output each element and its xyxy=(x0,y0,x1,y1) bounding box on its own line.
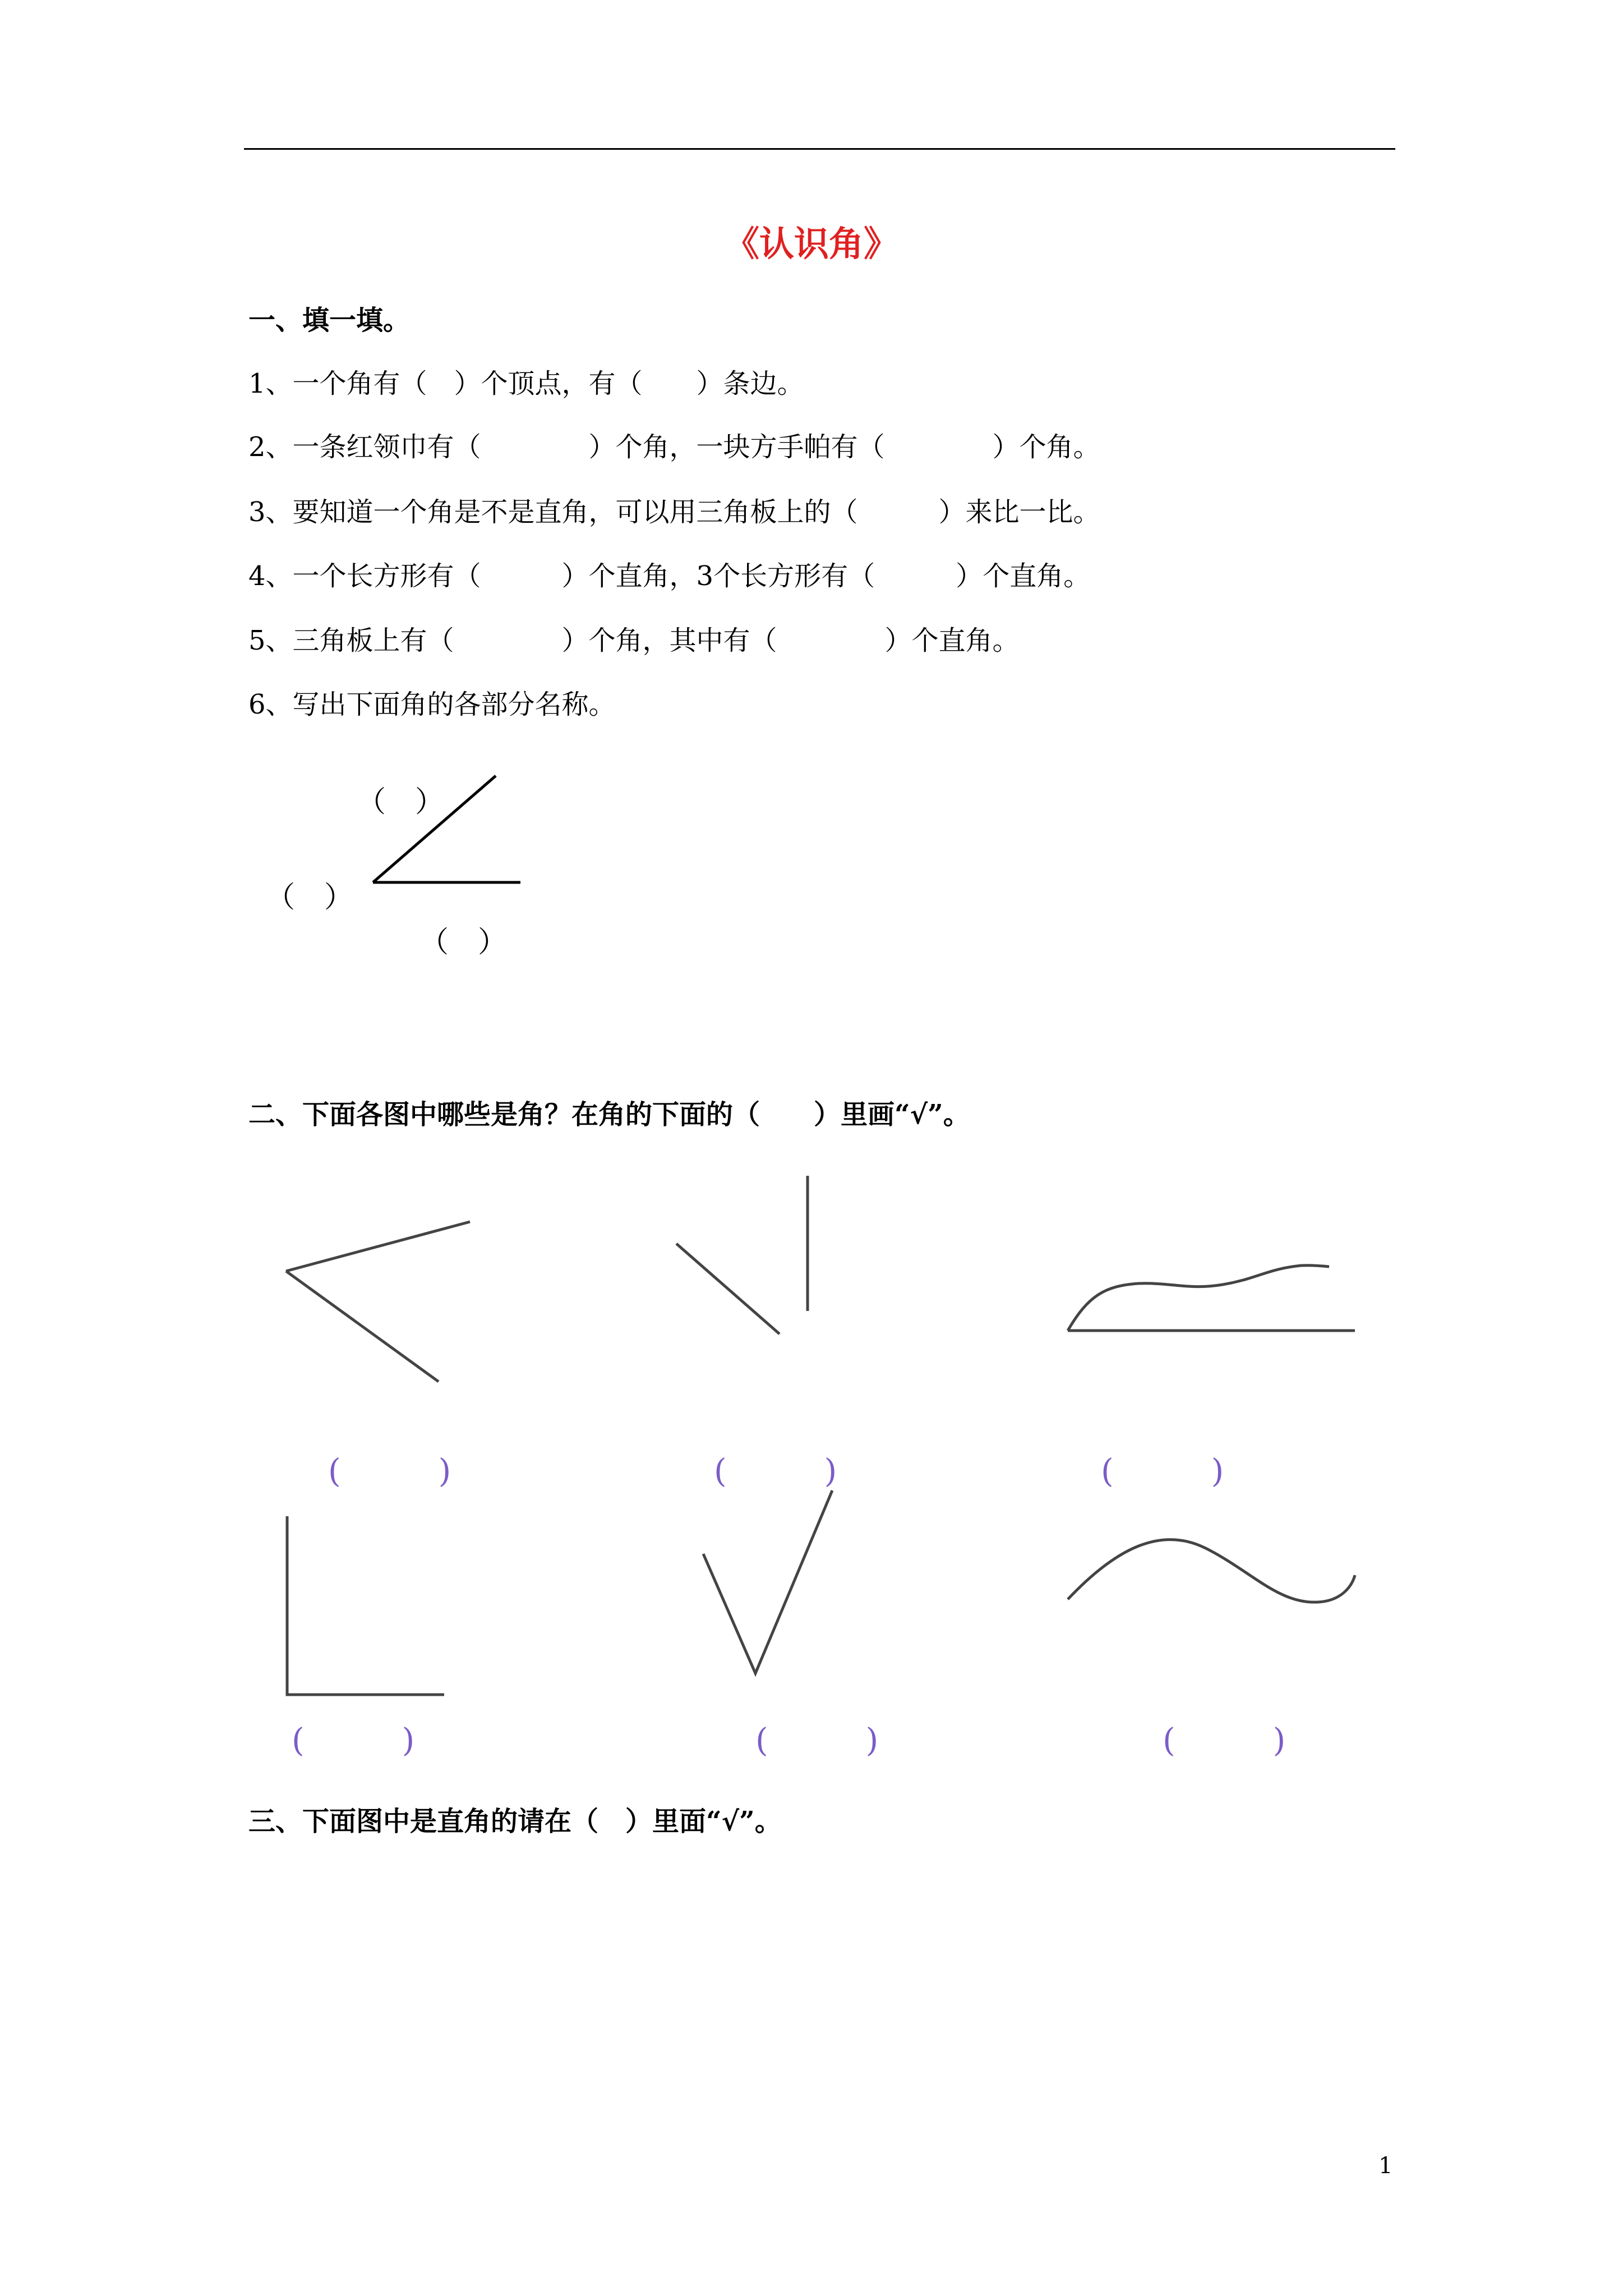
angle-bottom-side-blank: （ ） xyxy=(419,926,508,959)
figure-wave-curve xyxy=(1068,1540,1355,1603)
answer-blank-6[interactable]: ( ) xyxy=(1163,1721,1286,1759)
angle-side-blank: （ ） xyxy=(357,785,445,819)
question-2: 2、一条红领巾有（ ）个角，一块方手帕有（ ）个角。 xyxy=(248,431,1100,463)
section2-heading: 二、下面各图中哪些是角？在角的下面的（ ）里画“√”。 xyxy=(248,1099,970,1130)
angle-parts-figure xyxy=(373,776,520,882)
section1-heading: 一、填一填。 xyxy=(248,305,411,336)
answer-blank-1[interactable]: ( ) xyxy=(328,1452,451,1490)
figure-curve-and-line xyxy=(1068,1266,1355,1331)
question-5: 5、三角板上有（ ）个角，其中有（ ）个直角。 xyxy=(248,625,1020,656)
question-3: 3、要知道一个角是不是直角，可以用三角板上的（ ）来比一比。 xyxy=(248,496,1100,528)
question-1: 1、一个角有（ ）个顶点，有（ ）条边。 xyxy=(248,368,804,399)
angle-vertex-blank: （ ） xyxy=(266,881,354,914)
figure-open-angle xyxy=(286,1222,470,1382)
figure-right-angle xyxy=(287,1516,444,1695)
page-number: 1 xyxy=(1378,2153,1393,2179)
question-4: 4、一个长方形有（ ）个直角，3个长方形有（ ）个直角。 xyxy=(248,560,1091,592)
answer-blank-5[interactable]: ( ) xyxy=(755,1721,879,1759)
figure-separate-lines xyxy=(676,1176,808,1334)
answer-blank-3[interactable]: ( ) xyxy=(1101,1452,1224,1490)
page-title: 《认识角》 xyxy=(724,223,898,264)
section3-heading: 三、下面图中是直角的请在（ ）里面“√”。 xyxy=(248,1806,782,1837)
answer-blank-2[interactable]: ( ) xyxy=(714,1452,837,1490)
figure-v-angle xyxy=(703,1490,832,1673)
answer-blank-4[interactable]: ( ) xyxy=(292,1721,415,1759)
question-6: 6、写出下面角的各部分名称。 xyxy=(248,689,616,720)
